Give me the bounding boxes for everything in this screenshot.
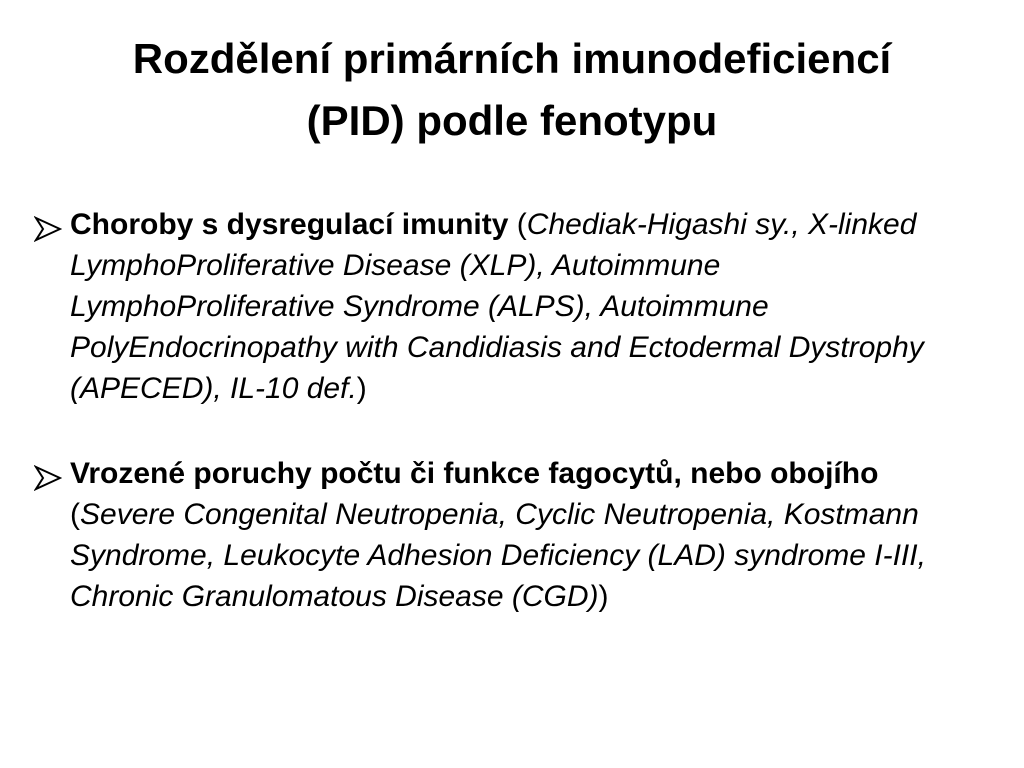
- paren-open: (: [70, 498, 80, 531]
- arrow-right-icon: [34, 216, 62, 242]
- bullet-item-phagocyte-defects: [30, 453, 980, 617]
- bullet-list: [30, 204, 980, 617]
- bullet-space: [508, 208, 516, 241]
- arrow-right-icon: [34, 465, 62, 491]
- paren-open: (: [516, 208, 527, 241]
- paren-close: ): [598, 580, 609, 613]
- bullet-heading: Vrozené poruchy počtu či funkce fagocytů, nebo obojího: [70, 457, 879, 490]
- bullet-details: Chediak-Higashi sy., X-linked LymphoProliferative Disease (XLP), Autoimmune LymphoProliferative Syndrome (ALPS), Autoimmune PolyEndocrinopathy with Candidiasis and Ectodermal Dystrophy (APECED), IL-10 def.: [70, 208, 924, 405]
- bullet-details: Severe Congenital Neutropenia, Cyclic Neutropenia, Kostmann Syndrome, Leukocyte Adhesion Deficiency (LAD) syndrome I-III, Chronic Granulomatous Disease (CGD): [70, 498, 926, 613]
- paren-close: ): [356, 372, 367, 405]
- title-line-1: Rozdělení primárních imunodeficiencí: [132, 35, 892, 82]
- slide-title: [40, 28, 984, 152]
- bullet-heading: Choroby s dysregulací imunity: [70, 208, 509, 241]
- title-line-2: (PID) podle fenotypu: [306, 97, 718, 144]
- bullet-item-immune-dysregulation: [30, 204, 980, 409]
